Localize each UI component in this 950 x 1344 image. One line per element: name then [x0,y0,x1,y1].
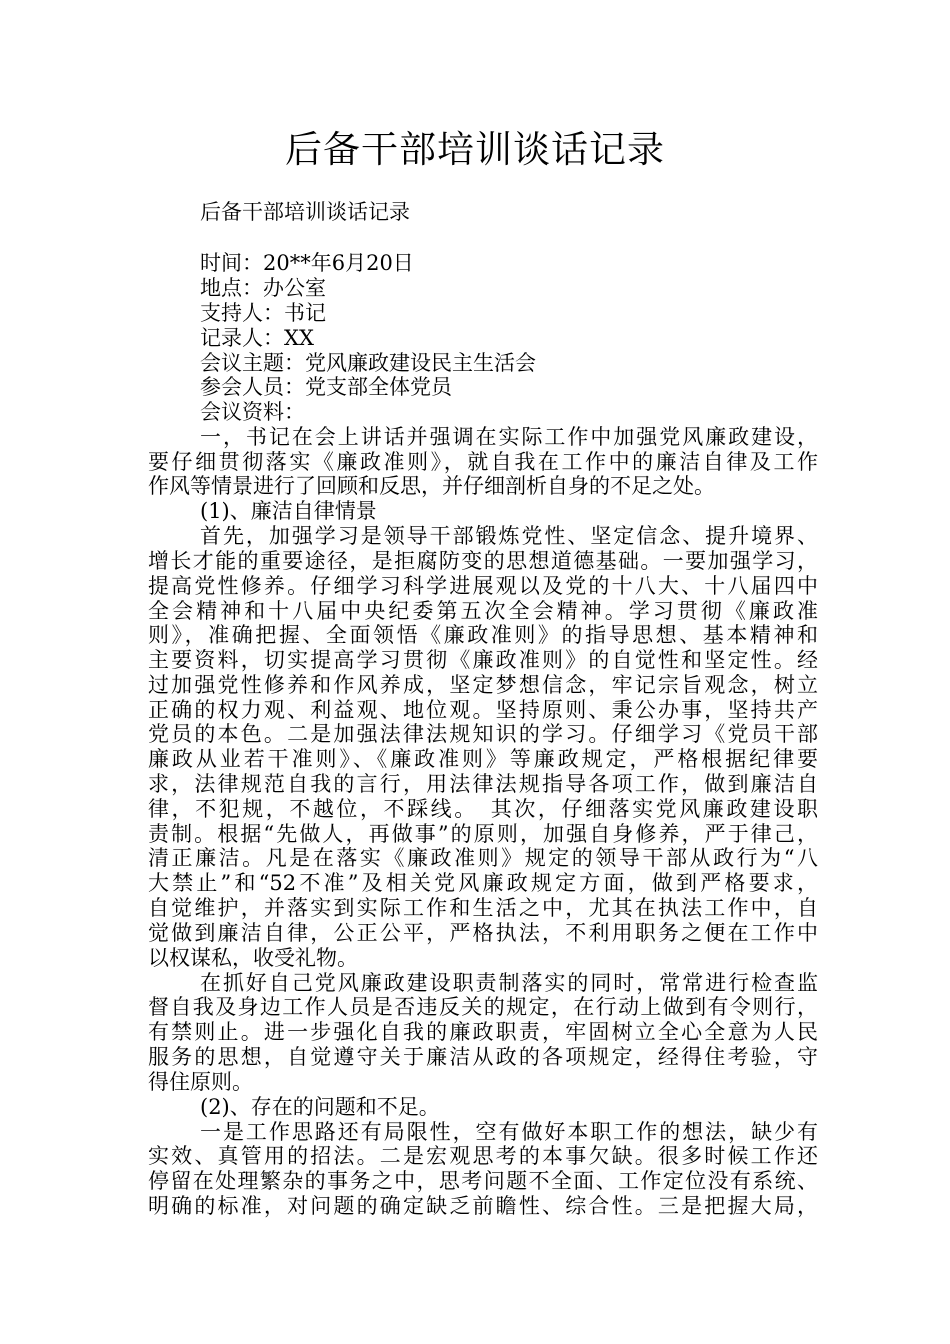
text-line: (1)、廉洁自律情景 [200,499,377,523]
text-line: 得住原则。 [148,1070,253,1094]
document-title: 后备干部培训谈话记录 [285,128,665,171]
text-line: 督自我及身边工作人员是否违反关的规定，在行动上做到有令则行， [148,995,818,1019]
text-line: 时间：20**年6月20日 [200,251,414,275]
text-line: (2)、存在的问题和不足。 [200,1095,440,1119]
text-line: 会议资料： [200,400,305,424]
text-line: 清正廉洁。凡是在落实《廉政准则》规定的领导干部从政行为“八 [148,846,818,870]
text-line: 律，不犯规，不越位，不踩线。 其次，仔细落实党风廉政建设职 [148,797,818,821]
text-line: 党员的本色。二是加强法律法规知识的学习。仔细学习《党员干部 [148,722,818,746]
text-line: 过加强党性修养和作风养成，坚定梦想信念，牢记宗旨观念，树立 [148,673,818,697]
text-line: 一，书记在会上讲话并强调在实际工作中加强党风廉政建设， [200,425,818,449]
text-line: 实效、真管用的招法。二是宏观思考的本事欠缺。很多时候工作还 [148,1144,818,1168]
text-line: 提高党性修养。仔细学习科学进展观以及党的十八大、十八届四中 [148,574,818,598]
text-line: 参会人员：党支部全体党员 [200,375,452,399]
text-line: 增长才能的重要途径，是拒腐防变的思想道德基础。一要加强学习， [148,549,818,573]
text-line: 则》，准确把握、全面领悟《廉政准则》的指导思想、基本精神和 [148,623,818,647]
text-line: 一是工作思路还有局限性，空有做好本职工作的想法，缺少有 [200,1120,818,1144]
text-line: 责制。根据“先做人，再做事”的原则，加强自身修养，严于律己， [148,822,818,846]
text-line: 后备干部培训谈话记录 [200,200,410,224]
text-line: 觉做到廉洁自律，公正公平，严格执法，不利用职务之便在工作中 [148,921,818,945]
text-line: 大禁止”和“52不准”及相关党风廉政规定方面，做到严格要求， [148,871,818,895]
text-line: 全会精神和十八届中央纪委第五次全会精神。学习贯彻《廉政准 [148,599,818,623]
text-line: 明确的标准，对问题的确定缺乏前瞻性、综合性。三是把握大局， [148,1194,818,1218]
text-line: 地点：办公室 [200,276,326,300]
text-line: 支持人：书记 [200,301,326,325]
text-line: 在抓好自己党风廉政建设职责制落实的同时，常常进行检查监 [200,971,818,995]
text-line: 求，法律规范自我的言行，用法律法规指导各项工作，做到廉洁自 [148,772,818,796]
text-line: 要仔细贯彻落实《廉政准则》，就自我在工作中的廉洁自律及工作 [148,450,818,474]
text-line: 以权谋私，收受礼物。 [148,946,358,970]
text-line: 主要资料，切实提高学习贯彻《廉政准则》的自觉性和坚定性。经 [148,648,818,672]
text-line: 廉政从业若干准则》、《廉政准则》等廉政规定，严格根据纪律要 [148,747,818,771]
text-line: 停留在处理繁杂的事务之中，思考问题不全面、工作定位没有系统、 [148,1169,818,1193]
text-line: 作风等情景进行了回顾和反思，并仔细剖析自身的不足之处。 [148,474,715,498]
text-line: 首先，加强学习是领导干部锻炼党性、坚定信念、提升境界、 [200,524,818,548]
text-line: 正确的权力观、利益观、地位观。坚持原则、秉公办事，坚持共产 [148,698,818,722]
text-line: 服务的思想，自觉遵守关于廉洁从政的各项规定，经得住考验，守 [148,1045,818,1069]
text-line: 记录人：XX [200,326,314,350]
text-line: 会议主题：党风廉政建设民主生活会 [200,351,536,375]
text-line: 有禁则止。进一步强化自我的廉政职责，牢固树立全心全意为人民 [148,1020,818,1044]
text-line: 自觉维护，并落实到实际工作和生活之中，尤其在执法工作中，自 [148,896,818,920]
